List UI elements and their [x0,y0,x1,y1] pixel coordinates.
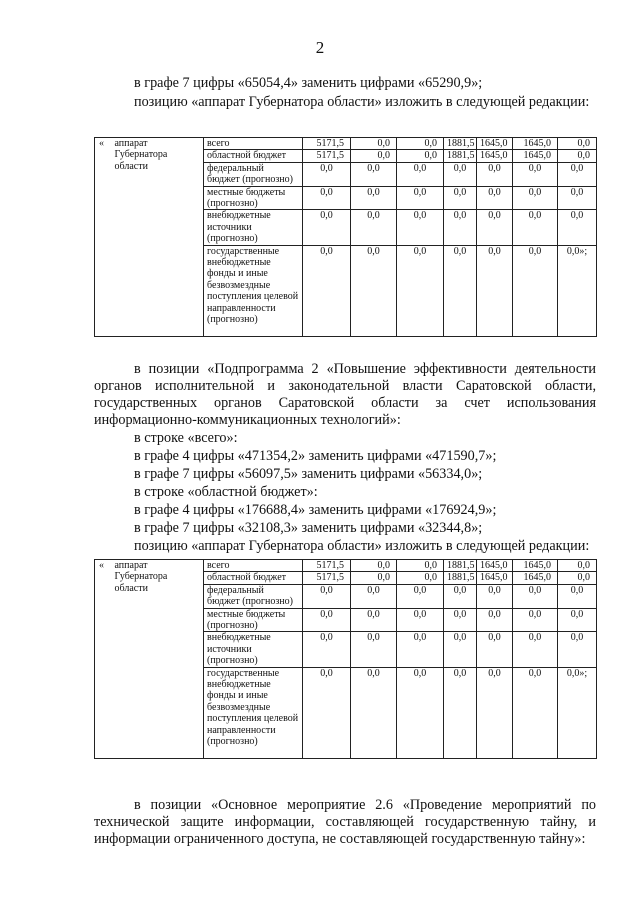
value-cell: 0,0»; [558,667,597,758]
value-cell: 0,0 [558,162,597,186]
budget-table-2 [94,559,597,759]
value-cell: 0,0 [351,186,397,210]
value-cell: 0,0 [477,186,513,210]
value-cell: 0,0»; [558,245,597,336]
value-cell: 5171,5 [303,560,351,572]
value-cell: 0,0 [303,632,351,667]
value-cell: 1645,0 [513,572,558,584]
line-row-total: в строке «всего»: [134,430,238,446]
value-cell: 1881,5 [444,572,477,584]
source-label: местные бюджеты (прогнозно) [204,608,303,632]
opening-quote: « [95,560,112,759]
value-cell: 0,0 [397,138,444,150]
source-label: федеральный бюджет (прогнозно) [204,584,303,608]
value-cell: 0,0 [444,584,477,608]
value-cell: 1645,0 [513,560,558,572]
value-cell: 0,0 [477,162,513,186]
source-label: местные бюджеты (прогнозно) [204,186,303,210]
closing-paragraph: в позиции «Основное мероприятие 2.6 «Проведение мероприятий по технической защите информации, составляющей государственную тайну, и информации ограниченного доступа, не составляющей государственную тайну»: [94,797,596,847]
value-cell: 1645,0 [513,150,558,162]
value-cell: 0,0 [303,162,351,186]
value-cell: 1881,5 [444,150,477,162]
executor-name: аппарат Губернатора области [112,560,204,759]
value-cell: 0,0 [397,560,444,572]
value-cell: 0,0 [351,560,397,572]
value-cell: 0,0 [558,632,597,667]
value-cell: 0,0 [351,632,397,667]
value-cell: 0,0 [513,584,558,608]
value-cell: 0,0 [513,667,558,758]
source-label: федеральный бюджет (прогнозно) [204,162,303,186]
source-label: всего [204,138,303,150]
value-cell: 1645,0 [513,138,558,150]
value-cell: 0,0 [477,584,513,608]
line-col7-total: в графе 7 цифры «56097,5» заменить цифрами «56334,0»; [134,466,483,482]
value-cell: 0,0 [477,608,513,632]
table-row [95,138,597,150]
value-cell: 0,0 [513,210,558,245]
source-label: областной бюджет [204,572,303,584]
value-cell: 0,0 [513,608,558,632]
value-cell: 1881,5 [444,138,477,150]
budget-table-1 [94,137,597,337]
value-cell: 0,0 [558,138,597,150]
value-cell: 0,0 [351,150,397,162]
value-cell: 0,0 [444,245,477,336]
source-label: областной бюджет [204,150,303,162]
table-2-body [95,560,597,759]
value-cell: 5171,5 [303,138,351,150]
value-cell: 0,0 [351,572,397,584]
value-cell: 1645,0 [477,572,513,584]
source-label: внебюджетные источники (прогнозно) [204,632,303,667]
value-cell: 0,0 [351,138,397,150]
value-cell: 0,0 [444,632,477,667]
value-cell: 1645,0 [477,150,513,162]
value-cell: 0,0 [397,210,444,245]
value-cell: 0,0 [558,560,597,572]
source-label: всего [204,560,303,572]
value-cell: 0,0 [558,608,597,632]
value-cell: 0,0 [397,150,444,162]
value-cell: 0,0 [351,210,397,245]
value-cell: 1645,0 [477,560,513,572]
value-cell: 0,0 [397,186,444,210]
value-cell: 0,0 [397,572,444,584]
value-cell: 0,0 [397,245,444,336]
value-cell: 0,0 [477,632,513,667]
value-cell: 0,0 [444,608,477,632]
value-cell: 0,0 [477,245,513,336]
value-cell: 0,0 [558,572,597,584]
value-cell: 0,0 [351,667,397,758]
table-1-body [95,138,597,337]
value-cell: 0,0 [477,210,513,245]
value-cell: 0,0 [303,584,351,608]
value-cell: 5171,5 [303,150,351,162]
value-cell: 0,0 [397,608,444,632]
value-cell: 0,0 [444,162,477,186]
table-row [95,560,597,572]
subprogram-paragraph: в позиции «Подпрограмма 2 «Повышение эффективности деятельности органов исполнительной и законодательной власти Саратовской области, государственных органов Саратовской области за счет использования информационно-коммуникационных технологий»: [94,361,596,428]
value-cell: 0,0 [397,584,444,608]
line-position-edit: позицию «аппарат Губернатора области» изложить в следующей редакции: [134,538,590,554]
intro-line-2: позицию «аппарат Губернатора области» изложить в следующей редакции: [134,94,590,110]
value-cell: 0,0 [444,186,477,210]
value-cell: 0,0 [477,667,513,758]
value-cell: 5171,5 [303,572,351,584]
value-cell: 0,0 [397,162,444,186]
source-label: внебюджетные источники (прогнозно) [204,210,303,245]
line-col4-total: в графе 4 цифры «471354,2» заменить цифрами «471590,7»; [134,448,497,464]
line-col4-regional: в графе 4 цифры «176688,4» заменить цифрами «176924,9»; [134,502,497,518]
value-cell: 0,0 [513,632,558,667]
value-cell: 0,0 [513,186,558,210]
value-cell: 0,0 [558,584,597,608]
opening-quote: « [95,138,112,337]
source-label: государственные внебюджетные фонды и иные безвозмездные поступления целевой направленности (прогнозно) [204,245,303,336]
value-cell: 0,0 [444,210,477,245]
value-cell: 0,0 [397,632,444,667]
value-cell: 0,0 [303,608,351,632]
value-cell: 0,0 [444,667,477,758]
page-number: 2 [315,38,325,57]
value-cell: 0,0 [351,608,397,632]
line-row-regional: в строке «областной бюджет»: [134,484,318,500]
value-cell: 0,0 [513,245,558,336]
value-cell: 0,0 [558,210,597,245]
value-cell: 0,0 [558,186,597,210]
value-cell: 0,0 [397,667,444,758]
value-cell: 0,0 [303,186,351,210]
executor-name: аппарат Губернатора области [112,138,204,337]
value-cell: 1881,5 [444,560,477,572]
value-cell: 0,0 [558,150,597,162]
value-cell: 0,0 [303,245,351,336]
value-cell: 0,0 [351,162,397,186]
value-cell: 0,0 [513,162,558,186]
value-cell: 0,0 [303,667,351,758]
value-cell: 0,0 [303,210,351,245]
source-label: государственные внебюджетные фонды и иные безвозмездные поступления целевой направленности (прогнозно) [204,667,303,758]
value-cell: 0,0 [351,245,397,336]
line-col7-regional: в графе 7 цифры «32108,3» заменить цифрами «32344,8»; [134,520,483,536]
value-cell: 1645,0 [477,138,513,150]
intro-line-1: в графе 7 цифры «65054,4» заменить цифрами «65290,9»; [134,75,483,91]
value-cell: 0,0 [351,584,397,608]
